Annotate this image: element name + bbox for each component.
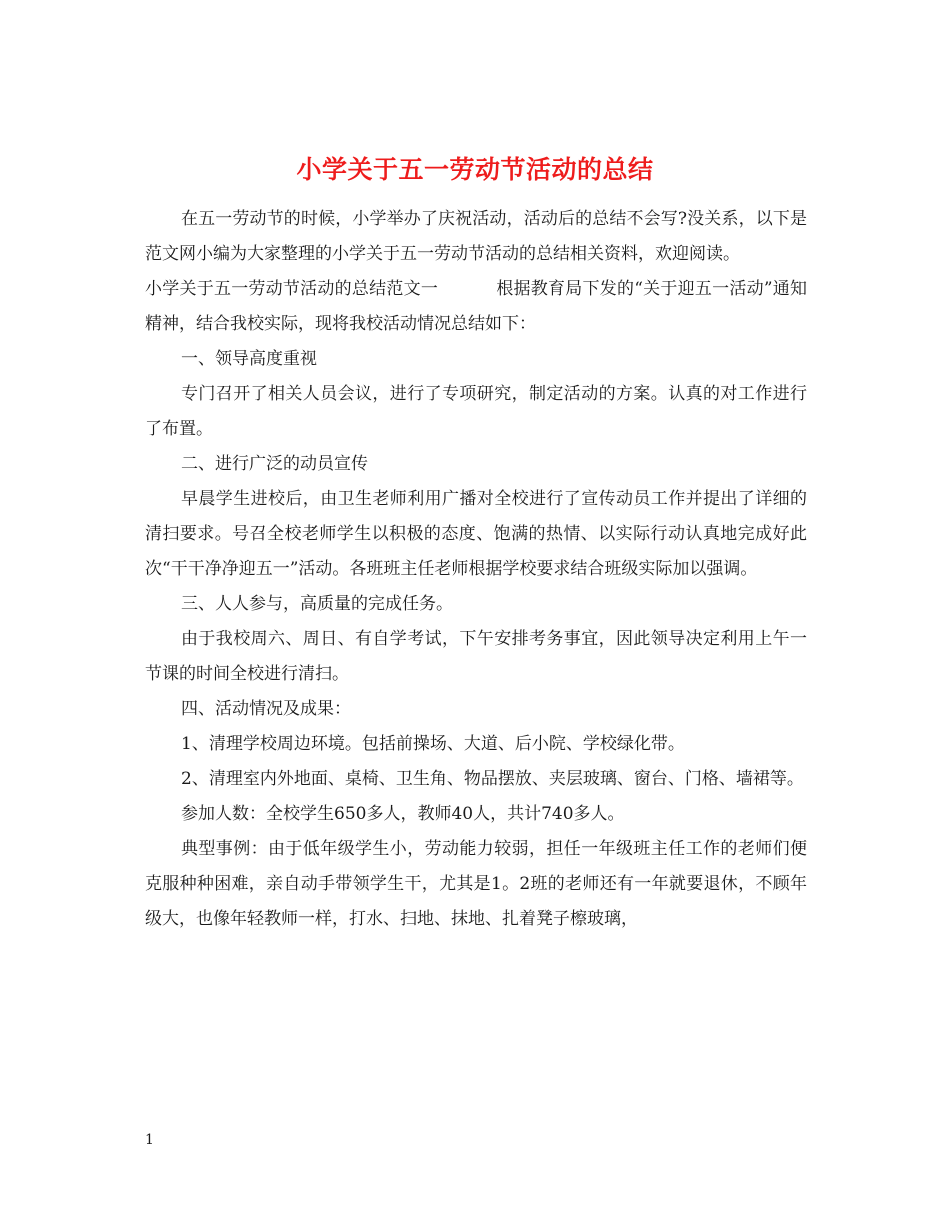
participants-paragraph: 参加人数：全校学生650多人，教师40人，共计740多人。 [181,804,625,824]
page-title: 小学关于五一劳动节活动的总结 [296,154,654,184]
intro-paragraph: 在五一劳动节的时候，小学举办了庆祝活动，活动后的总结不会写?没关系，以下是范文网小编为大家整理的小学关于五一劳动节活动的总结相关资料，欢迎阅读。 [145,209,807,264]
typical-case-paragraph: 典型事例：由于低年级学生小，劳动能力较弱，担任一年级班主任工作的老师们便克服种种困难，亲自动手带领学生干，尤其是1。2班的老师还有一年就要退休，不顾年级大，也像年轻教师一样，打水、扫地、抹地、扎着凳子檫玻璃， [145,839,807,929]
section-heading: 三、人人参与，高质量的完成任务。 [181,594,453,614]
section-heading: 一、领导高度重视 [181,349,317,369]
section-paragraph: 由于我校周六、周日、有自学考试，下午安排考务事宜，因此领导决定利用上午一节课的时间全校进行清扫。 [145,629,807,684]
sample-opening: 根据教育局下发的“关于迎五一活动”通知精神，结合我校实际，现将我校活动情况总结如下： [145,279,808,334]
section-heading: 四、活动情况及成果： [181,699,351,719]
section-paragraph: 早晨学生进校后，由卫生老师利用广播对全校进行了宣传动员工作并提出了详细的清扫要求。号召全校老师学生以积极的态度、饱满的热情、以实际行动认真地完成好此次“干干净净迎五一”活动。各班班主任老师根据学校要求结合班级实际加以强调。 [145,489,807,579]
page-number: 1 [145,1132,154,1148]
document-body [145,202,807,937]
result-item: 2、清理室内外地面、桌椅、卫生角、物品摆放、夹层玻璃、窗台、门格、墙裙等。 [181,769,804,789]
section-heading: 二、进行广泛的动员宣传 [181,454,368,474]
sample-opening-paragraph [145,272,807,342]
result-item: 1、清理学校周边环境。包括前操场、大道、后小院、学校绿化带。 [181,734,685,754]
section-paragraph: 专门召开了相关人员会议，进行了专项研究，制定活动的方案。认真的对工作进行了布置。 [145,384,807,439]
sample-heading: 小学关于五一劳动节活动的总结范文一 [145,279,439,299]
